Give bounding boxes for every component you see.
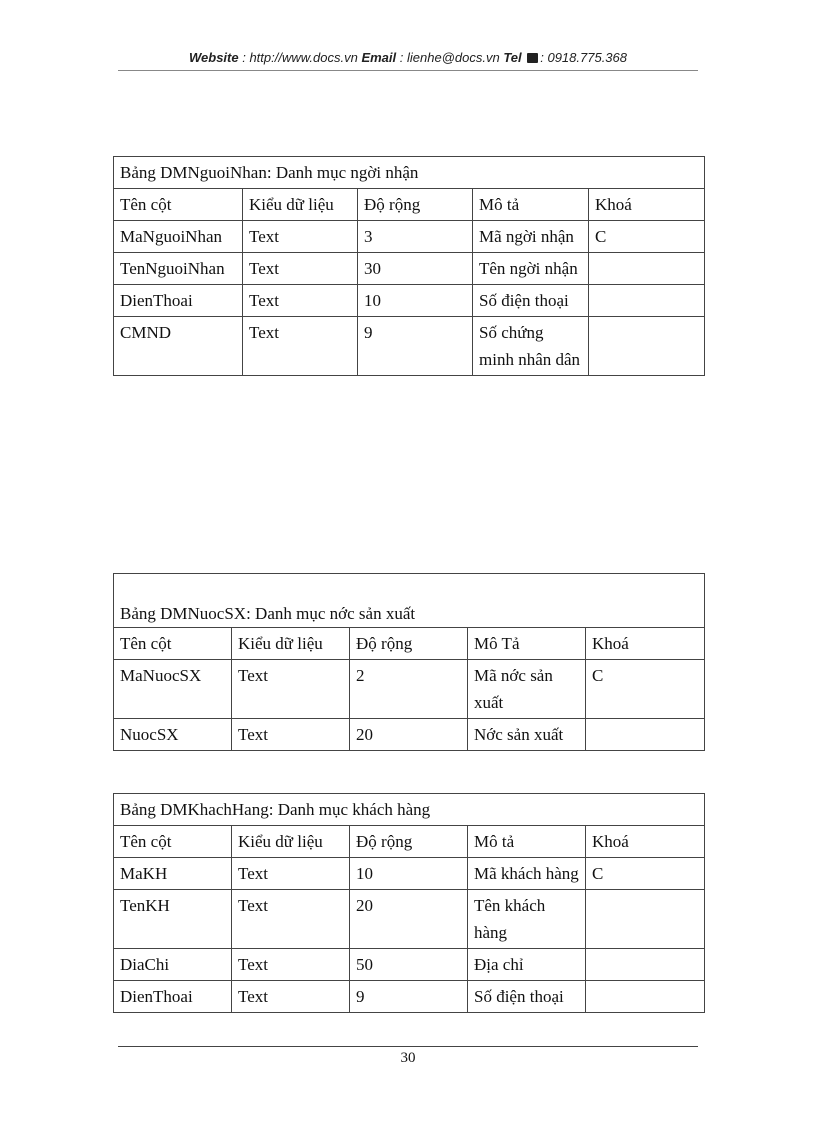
cell: Địa chỉ bbox=[468, 949, 586, 981]
cell: Text bbox=[243, 317, 358, 376]
cell bbox=[589, 285, 705, 317]
header-row bbox=[114, 826, 705, 858]
cell bbox=[589, 317, 705, 376]
header-cell: Độ rộng bbox=[350, 628, 468, 660]
header-cell: Khoá bbox=[586, 826, 705, 858]
cell bbox=[586, 981, 705, 1013]
table-title: Bảng DMNuocSX: Danh mục nớc sản xuất bbox=[114, 574, 705, 628]
table-dm-nuoc-sx bbox=[113, 573, 705, 751]
cell: 50 bbox=[350, 949, 468, 981]
cell bbox=[586, 719, 705, 751]
header-cell: Độ rộng bbox=[358, 189, 473, 221]
header-cell: Độ rộng bbox=[350, 826, 468, 858]
cell: 10 bbox=[358, 285, 473, 317]
cell: Số chứng minh nhân dân bbox=[473, 317, 589, 376]
table-dm-nguoi-nhan bbox=[113, 156, 705, 376]
cell: 2 bbox=[350, 660, 468, 719]
table-title: Bảng DMNguoiNhan: Danh mục ngời nhận bbox=[114, 157, 705, 189]
header-row bbox=[114, 628, 705, 660]
cell: DienThoai bbox=[114, 981, 232, 1013]
table-row bbox=[114, 285, 705, 317]
cell: Tên khách hàng bbox=[468, 890, 586, 949]
cell: C bbox=[586, 660, 705, 719]
header-cell: Khoá bbox=[586, 628, 705, 660]
header-cell: Mô Tả bbox=[468, 628, 586, 660]
header-cell: Kiểu dữ liệu bbox=[243, 189, 358, 221]
cell: 9 bbox=[358, 317, 473, 376]
cell: Mã khách hàng bbox=[468, 858, 586, 890]
cell: Text bbox=[232, 981, 350, 1013]
table-row bbox=[114, 317, 705, 376]
cell: Tên ngời nhận bbox=[473, 253, 589, 285]
header-cell: Tên cột bbox=[114, 189, 243, 221]
cell: 9 bbox=[350, 981, 468, 1013]
cell: 20 bbox=[350, 719, 468, 751]
header-cell: Khoá bbox=[589, 189, 705, 221]
table-row bbox=[114, 660, 705, 719]
cell: DiaChi bbox=[114, 949, 232, 981]
cell: MaKH bbox=[114, 858, 232, 890]
table-row bbox=[114, 858, 705, 890]
cell: MaNguoiNhan bbox=[114, 221, 243, 253]
cell: Mã nớc sản xuất bbox=[468, 660, 586, 719]
page-header bbox=[0, 50, 816, 65]
cell: Text bbox=[232, 660, 350, 719]
cell: Text bbox=[232, 858, 350, 890]
cell: NuocSX bbox=[114, 719, 232, 751]
cell: 10 bbox=[350, 858, 468, 890]
cell: Số điện thoại bbox=[473, 285, 589, 317]
email-label: Email bbox=[361, 50, 397, 65]
cell: Mã ngời nhận bbox=[473, 221, 589, 253]
website-label: Website bbox=[188, 50, 239, 65]
table-row bbox=[114, 221, 705, 253]
table-dm-khach-hang bbox=[113, 793, 705, 1013]
cell: Text bbox=[232, 719, 350, 751]
cell: Text bbox=[243, 221, 358, 253]
cell: MaNuocSX bbox=[114, 660, 232, 719]
footer-divider bbox=[118, 1046, 698, 1047]
tel-value: : 0918.775.368 bbox=[540, 50, 627, 65]
header-divider bbox=[118, 70, 698, 71]
cell: CMND bbox=[114, 317, 243, 376]
header-cell: Kiểu dữ liệu bbox=[232, 628, 350, 660]
cell: 20 bbox=[350, 890, 468, 949]
cell bbox=[586, 890, 705, 949]
cell: 3 bbox=[358, 221, 473, 253]
table-row bbox=[114, 949, 705, 981]
cell: DienThoai bbox=[114, 285, 243, 317]
cell: Text bbox=[243, 253, 358, 285]
table-row bbox=[114, 719, 705, 751]
cell bbox=[589, 253, 705, 285]
table-row bbox=[114, 890, 705, 949]
cell: Text bbox=[232, 949, 350, 981]
page-number: 30 bbox=[400, 1050, 416, 1066]
cell: Nớc sản xuất bbox=[468, 719, 586, 751]
table-row bbox=[114, 253, 705, 285]
cell: Số điện thoại bbox=[468, 981, 586, 1013]
header-cell: Kiểu dữ liệu bbox=[232, 826, 350, 858]
tel-label: Tel bbox=[503, 50, 522, 65]
cell: C bbox=[589, 221, 705, 253]
cell: TenNguoiNhan bbox=[114, 253, 243, 285]
cell bbox=[586, 949, 705, 981]
cell: 30 bbox=[358, 253, 473, 285]
cell: TenKH bbox=[114, 890, 232, 949]
header-cell: Tên cột bbox=[114, 826, 232, 858]
header-cell: Tên cột bbox=[114, 628, 232, 660]
table-title: Bảng DMKhachHang: Danh mục khách hàng bbox=[114, 794, 705, 826]
header-cell: Mô tả bbox=[473, 189, 589, 221]
cell: Text bbox=[232, 890, 350, 949]
cell: C bbox=[586, 858, 705, 890]
table-row bbox=[114, 981, 705, 1013]
header-cell: Mô tả bbox=[468, 826, 586, 858]
header-row bbox=[114, 189, 705, 221]
email-value: : lienhe@docs.vn bbox=[399, 50, 500, 65]
phone-icon bbox=[527, 53, 538, 63]
cell: Text bbox=[243, 285, 358, 317]
website-value: : http://www.docs.vn bbox=[242, 50, 358, 65]
